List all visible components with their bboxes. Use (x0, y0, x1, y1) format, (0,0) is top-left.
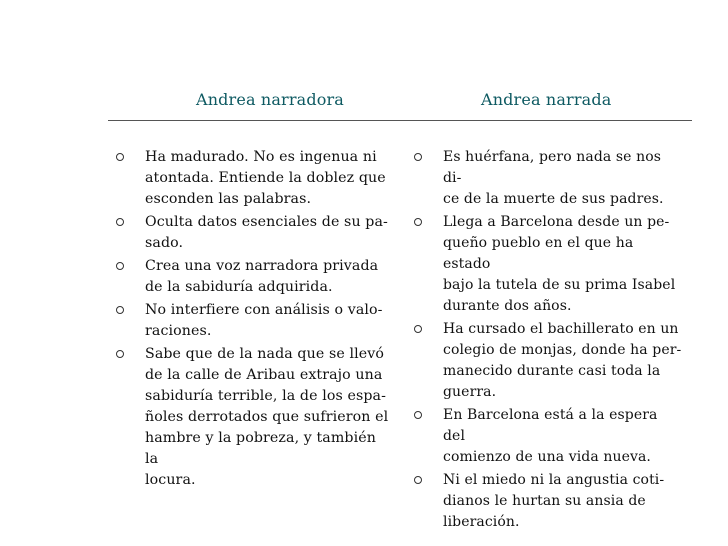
narrada-list-item (414, 147, 684, 210)
bullet-icon (116, 262, 124, 270)
narradora-item-text: Oculta datos esenciales de su pa- sado. (145, 214, 388, 251)
narradora-list (116, 147, 392, 493)
bullet-icon (414, 325, 422, 333)
narrada-list-item (414, 470, 684, 533)
header-andrea-narrada: Andrea narrada (481, 90, 612, 109)
header-andrea-narradora: Andrea narradora (196, 90, 344, 109)
narrada-list-item (414, 405, 684, 468)
narradora-list-item (116, 212, 392, 254)
narrada-item-text: Es huérfana, pero nada se nos di- ce de la muerte de sus padres. (443, 149, 664, 207)
bullet-icon (414, 153, 422, 161)
narradora-item-text: Ha madurado. No es ingenua ni atontada. Entiende la doblez que esconden las palabras. (145, 149, 386, 207)
narradora-list-item (116, 300, 392, 342)
narradora-list-item (116, 256, 392, 298)
narrada-list-item (414, 319, 684, 403)
narradora-list-item (116, 147, 392, 210)
narradora-item-text: Sabe que de la nada que se llevó de la calle de Aribau extrajo una sabiduría terrible, la de los espa- ñoles derrotados que sufrieron el hambre y la pobreza, y también la locura. (145, 346, 389, 488)
narrada-item-text: Llega a Barcelona desde un pe- queño pueblo en el que ha estado bajo la tutela de su prima Isabel durante dos años. (443, 214, 676, 314)
bullet-icon (414, 218, 422, 226)
narrada-item-text: En Barcelona está a la espera del comienzo de una vida nueva. (443, 407, 658, 465)
narrada-list-item (414, 212, 684, 317)
bullet-icon (116, 306, 124, 314)
bullet-icon (116, 153, 124, 161)
narrada-list (414, 147, 684, 535)
narradora-item-text: Crea una voz narradora privada de la sabiduría adquirida. (145, 258, 379, 295)
narrada-item-text: Ni el miedo ni la angustia coti- dianos le hurtan su ansia de liberación. (443, 472, 665, 530)
header-divider (108, 120, 692, 121)
narrada-item-text: Ha cursado el bachillerato en un colegio de monjas, donde ha per- manecido durante casi toda la guerra. (443, 321, 682, 400)
bullet-icon (414, 476, 422, 484)
bullet-icon (414, 411, 422, 419)
bullet-icon (116, 218, 124, 226)
narradora-item-text: No interfiere con análisis o valo- raciones. (145, 302, 383, 339)
bullet-icon (116, 350, 124, 358)
narradora-list-item (116, 344, 392, 491)
